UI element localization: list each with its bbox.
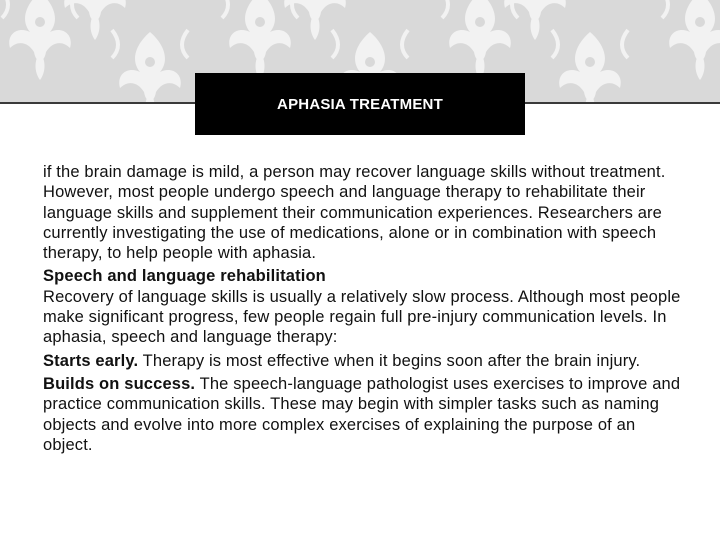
point-item [43, 351, 688, 371]
title-box [195, 73, 525, 135]
slide-body [43, 162, 688, 458]
section-heading: Speech and language rehabilitation [43, 267, 326, 286]
point-text: Therapy is most effective when it begins soon after the brain injury. [138, 351, 641, 370]
point-item [43, 374, 688, 455]
point-lead: Builds on success. [43, 374, 196, 393]
point-text: The speech-language pathologist uses exercises to improve and practice communication skills. These may begin with simpler tasks such as naming objects and evolve into more complex exercises of explaining the purpose of an object. [43, 374, 681, 454]
slide-title: APHASIA TREATMENT [277, 95, 443, 113]
point-lead: Starts early. [43, 351, 139, 370]
intro-paragraph: if the brain damage is mild, a person may recover language skills without treatment. However, most people undergo speech and language therapy to rehabilitate their language skills and supplement their communication experiences. Researchers are currently investigating the use of medications, alone or in combination with speech therapy, to help people with aphasia. [43, 163, 666, 263]
section-paragraph: Recovery of language skills is usually a relatively slow process. Although most people make significant progress, few people regain full pre-injury communication levels. In aphasia, speech and language therapy: [43, 287, 681, 347]
